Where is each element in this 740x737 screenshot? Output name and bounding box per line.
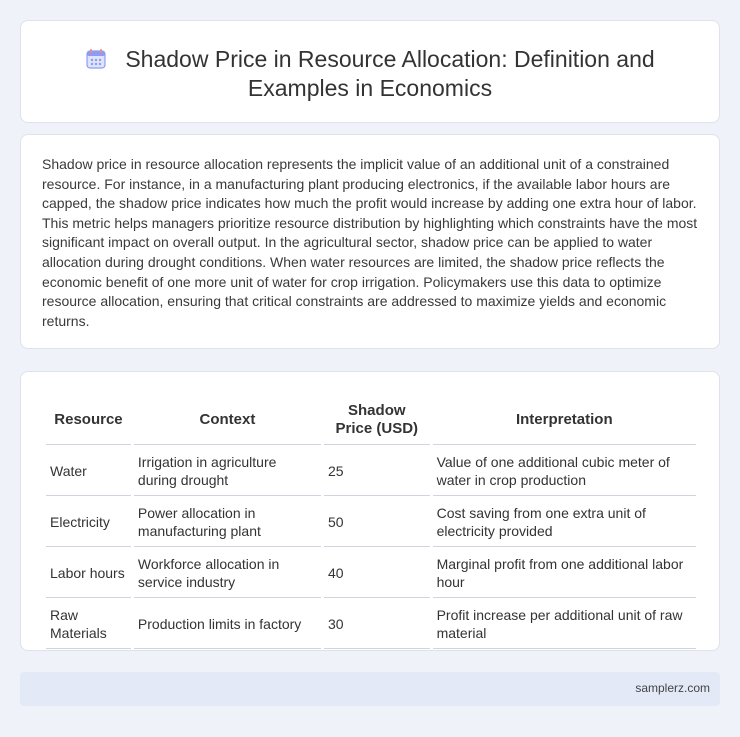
calendar-icon: [85, 48, 107, 70]
cell-resource: Electricity: [46, 498, 131, 547]
page-title-text: Shadow Price in Resource Allocation: Definition and Examples in Economics: [125, 46, 655, 101]
cell-shadow-price: 30: [324, 600, 430, 649]
cell-interpretation: Profit increase per additional unit of raw material: [433, 600, 696, 649]
intro-paragraph: Shadow price in resource allocation represents the implicit value of an additional unit of a constrained resource. For instance, in a manufacturing plant producing electronics, if the available labor hours are capped, the shadow price indicates how much the profit would increase by adding one extra hour of labor. This metric helps managers prioritize resource distribution by highlighting which constraints have the most significant impact on overall output. In the agricultural sector, shadow price can be applied to water allocation during drought conditions. When water resources are limited, the shadow price reflects the economic benefit of one more unit of water for crop irrigation. Policymakers use this data to optimize resource allocation, ensuring that critical constraints are addressed to maximize yields and economic returns.: [42, 156, 698, 329]
cell-context: Irrigation in agriculture during drought: [134, 447, 321, 496]
footer: [20, 672, 720, 706]
cell-shadow-price: 25: [324, 447, 430, 496]
table-row: [46, 498, 696, 547]
cell-interpretation: Cost saving from one extra unit of electricity provided: [433, 498, 696, 547]
table-header-row: [46, 396, 696, 445]
page-title: [61, 45, 679, 103]
title-card: [20, 20, 720, 123]
header-resource: Resource: [46, 396, 131, 445]
table-row: [46, 600, 696, 649]
cell-resource: Water: [46, 447, 131, 496]
cell-shadow-price: 40: [324, 549, 430, 598]
cell-context: Power allocation in manufacturing plant: [134, 498, 321, 547]
header-interpretation: Interpretation: [433, 396, 696, 445]
footer-site-link[interactable]: samplerz.com: [635, 681, 710, 695]
table-row: [46, 549, 696, 598]
header-shadow-price: Shadow Price (USD): [324, 396, 430, 445]
cell-resource: Labor hours: [46, 549, 131, 598]
cell-resource: Raw Materials: [46, 600, 131, 649]
cell-interpretation: Marginal profit from one additional labor hour: [433, 549, 696, 598]
cell-context: Production limits in factory: [134, 600, 321, 649]
table-row: [46, 447, 696, 496]
header-context: Context: [134, 396, 321, 445]
cell-context: Workforce allocation in service industry: [134, 549, 321, 598]
cell-interpretation: Value of one additional cubic meter of water in crop production: [433, 447, 696, 496]
cell-shadow-price: 50: [324, 498, 430, 547]
table-card: [20, 371, 720, 651]
intro-card: [20, 134, 720, 349]
shadow-price-table: [43, 394, 699, 651]
